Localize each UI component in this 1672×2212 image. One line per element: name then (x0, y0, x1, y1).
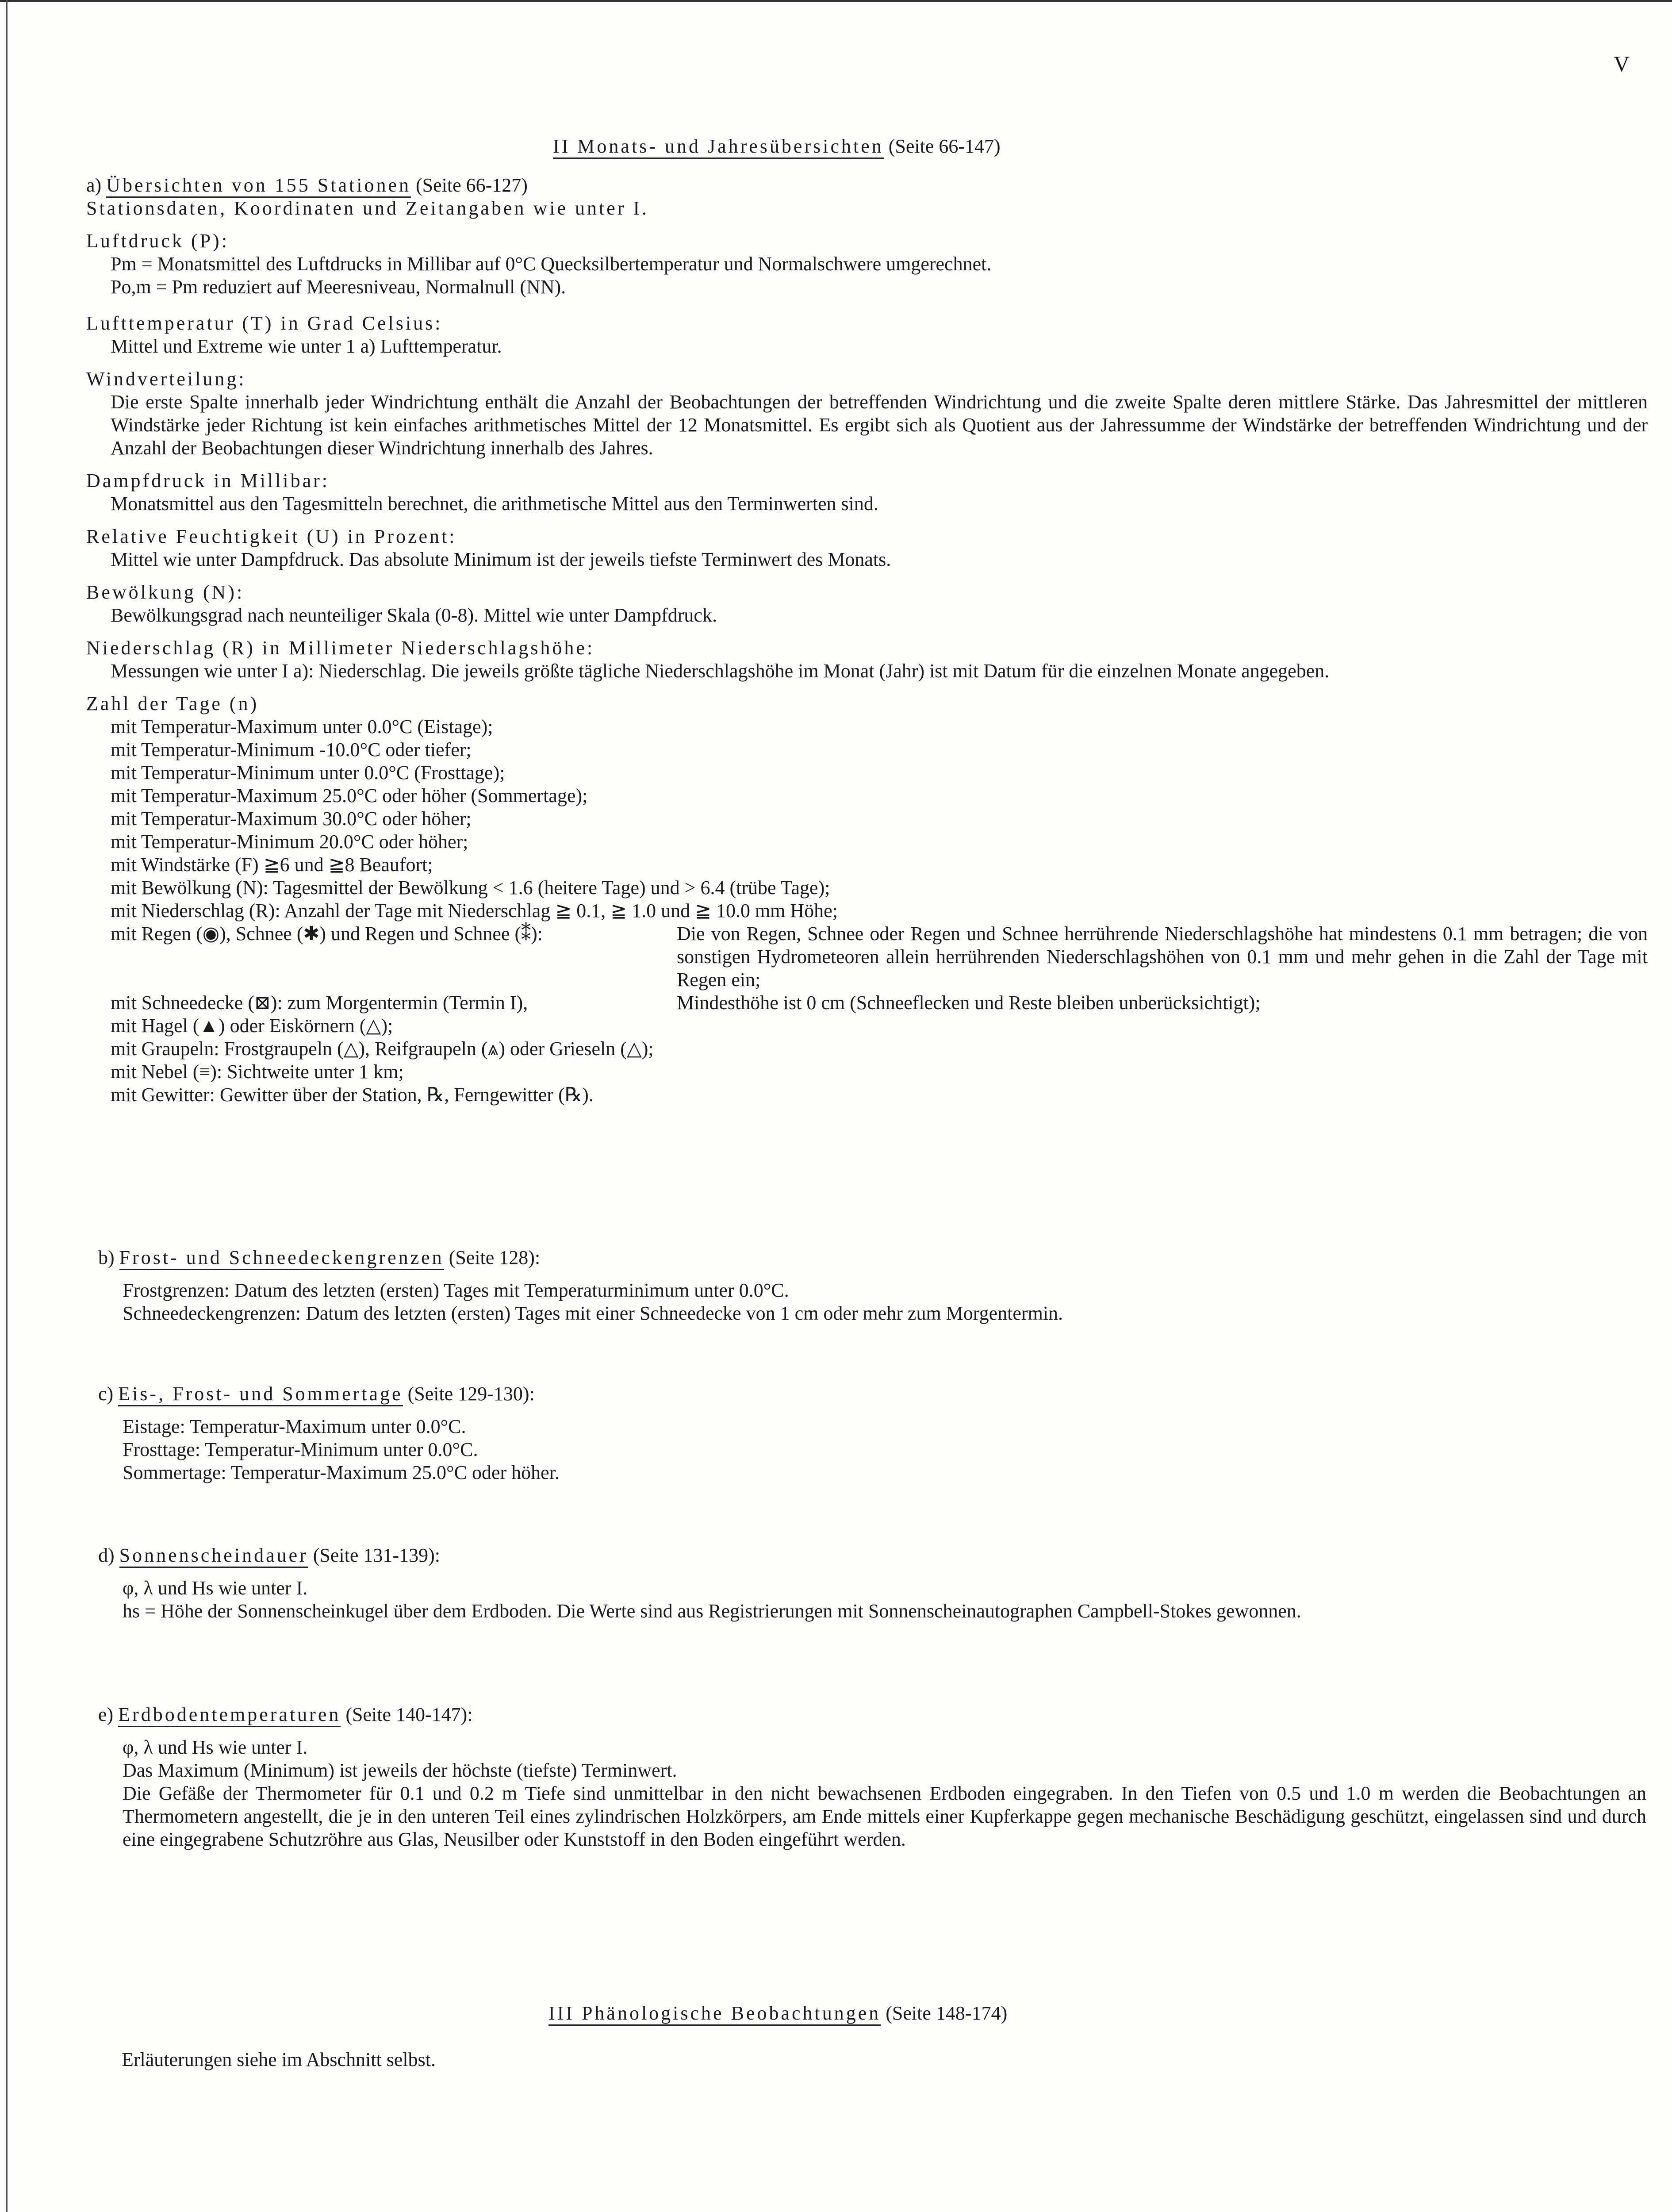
tage-line: mit Gewitter: Gewitter über der Station, ℞, Ferngewitter (℞). (111, 1084, 594, 1106)
bewoelkung-heading: Bewölkung (N): (86, 581, 245, 603)
section-b-line-1: Frostgrenzen: Datum des letzten (ersten) Tages mit Temperaturminimum unter 0.0°C. (123, 1279, 789, 1301)
section-a-pages: (Seite 66-127) (415, 174, 528, 196)
section-a-heading (86, 174, 1648, 197)
section-e-text: Die Gefäße der Thermometer für 0.1 und 0.2 m Tiefe sind unmittelbar in den nicht bewachsenen Erdboden eingegraben. In den Tiefen von 0.5 und 1.0 m werden die Beobachtungen an Thermometern angestellt, die je in den unteren Teil eines zylindrischen Holzkörpers, am Ende mittels einer Kupferkappe gegen mechanische Beschädigung geschützt, eingelassen sind und durch eine eingegrabene Schutzröhre aus Glas, Neusilber oder Kunststoff in den Boden eingeführt werden. (123, 1782, 1646, 1850)
section-a-title: Übersichten von 155 Stationen (106, 174, 411, 198)
section-c-heading (98, 1382, 1660, 1406)
lufttemperatur-heading: Lufttemperatur (T) in Grad Celsius: (86, 312, 443, 334)
section-c-pages: (Seite 129-130): (407, 1383, 535, 1405)
section-b (98, 1246, 1660, 1325)
section-d-prefix: d) (98, 1544, 115, 1566)
bewoelkung-line: Bewölkungsgrad nach neunteiliger Skala (0-8). Mittel wie unter Dampfdruck. (111, 604, 717, 626)
niederschlag-heading: Niederschlag (R) in Millimeter Niederschlagshöhe: (86, 637, 595, 659)
tage-line: mit Bewölkung (N): Tagesmittel der Bewölkung < 1.6 (heitere Tage) und > 6.4 (trübe Tage); (111, 877, 830, 899)
luftdruck-line-2: Po,m = Pm reduziert auf Meeresniveau, Normalnull (NN). (111, 276, 566, 298)
section-b-prefix: b) (98, 1247, 115, 1268)
section-b-heading (98, 1246, 1660, 1269)
dampfdruck-heading: Dampfdruck in Millibar: (86, 470, 330, 492)
niederschlag-text: Messungen wie unter I a): Niederschlag. Die jeweils größte tägliche Niederschlagshöhe im Monat (Jahr) ist mit Datum für die einzelnen Monate angegeben. (111, 660, 1330, 682)
section-b-line-2: Schneedeckengrenzen: Datum des letzten (ersten) Tages mit einer Schneedecke von 1 cm oder mehr zum Morgentermin. (123, 1302, 1063, 1324)
tage-line: mit Temperatur-Maximum unter 0.0°C (Eistage); (111, 716, 493, 737)
section-3-title: III Phänologische Beobachtungen (548, 2002, 881, 2026)
section-e-title: Erdbodentemperaturen (118, 1704, 341, 1727)
tage-line: mit Temperatur-Minimum -10.0°C oder tiefer; (111, 739, 472, 760)
tage-line: mit Windstärke (F) ≧6 und ≧8 Beaufort; (111, 854, 433, 876)
tage-regen-text: Die von Regen, Schnee oder Regen und Schnee herrührende Niederschlagshöhe hat mindestens 0.1 mm betragen; die von sonstigen Hydrometeoren allein herrührenden Niederschlagshöhen von 0.1 mm und mehr gehen in die Zahl der Tage mit Regen ein; (677, 923, 1648, 991)
tage-line: mit Temperatur-Minimum unter 0.0°C (Frosttage); (111, 762, 505, 783)
tage-regen-label: mit Regen (◉), Schnee (✱) und Regen und Schnee (⁑): (111, 923, 543, 945)
tage-line: mit Niederschlag (R): Anzahl der Tage mit Niederschlag ≧ 0.1, ≧ 1.0 und ≧ 10.0 mm Höhe; (111, 900, 838, 922)
dampfdruck-line: Monatsmittel aus den Tagesmitteln berechnet, die arithmetische Mittel aus den Terminwerten sind. (111, 493, 878, 515)
lufttemperatur-line: Mittel und Extreme wie unter 1 a) Lufttemperatur. (111, 335, 502, 357)
section-3-heading (548, 2002, 1007, 2025)
tage-line: mit Temperatur-Minimum 20.0°C oder höher; (111, 831, 468, 853)
tage-schnee-text: Mindesthöhe ist 0 cm (Schneeflecken und Reste bleiben unberücksichtigt); (677, 992, 1261, 1014)
section-c-line-1: Eistage: Temperatur-Maximum unter 0.0°C. (123, 1416, 466, 1437)
section-e (98, 1703, 1646, 1851)
section-d-text: hs = Höhe der Sonnenscheinkugel über dem Erdboden. Die Werte sind aus Registrierungen mit Sonnenscheinautographen Campbell-Stokes gewonnen. (123, 1600, 1301, 1622)
tage-line: mit Temperatur-Maximum 30.0°C oder höher; (111, 808, 472, 830)
tage-line: mit Nebel (≡): Sichtweite unter 1 km; (111, 1061, 404, 1083)
section-e-line-2: Das Maximum (Minimum) ist jeweils der höchste (tiefste) Terminwert. (123, 1759, 677, 1781)
top-border-line (0, 0, 1672, 2)
section-e-prefix: e) (98, 1704, 114, 1725)
wind-text: Die erste Spalte innerhalb jeder Windrichtung enthält die Anzahl der Beobachtungen der betreffenden Windrichtung und die zweite Spalte deren mittlere Stärke. Das Jahresmittel der mittleren Windstärke jeder Richtung ist kein einfaches arithmetisches Mittel der 12 Monatsmittel. Es ergibt sich als Quotient aus der Jahressumme der Windstärke der betreffenden Windrichtung und der Anzahl der Beobachtungen dieser Windrichtung innerhalb des Jahres. (111, 391, 1648, 459)
section-d-pages: (Seite 131-139): (313, 1544, 440, 1566)
tage-schnee-row (86, 991, 1648, 1014)
section-a (86, 174, 1648, 1106)
section-b-title: Frost- und Schneedeckengrenzen (119, 1247, 444, 1270)
tage-line: mit Temperatur-Maximum 25.0°C oder höher (Sommertage); (111, 785, 588, 806)
luftdruck-heading: Luftdruck (P): (86, 230, 229, 252)
wind-heading: Windverteilung: (86, 368, 246, 390)
page-number: V (1614, 51, 1630, 76)
section-3-text: Erläuterungen siehe im Abschnitt selbst. (122, 2049, 436, 2070)
section-c-title: Eis-, Frost- und Sommertage (118, 1383, 403, 1406)
feuchtigkeit-line: Mittel wie unter Dampfdruck. Das absolute Minimum ist der jeweils tiefste Terminwert des Monats. (111, 549, 891, 570)
tage-heading: Zahl der Tage (n) (86, 693, 259, 714)
tage-line: mit Hagel (▲) oder Eiskörnern (△); (111, 1015, 393, 1037)
section-a-prefix: a) (86, 174, 102, 196)
section-e-line-1: φ, λ und Hs wie unter I. (123, 1736, 308, 1758)
section-2-pages: (Seite 66-147) (888, 135, 1001, 157)
section-a-subtitle: Stationsdaten, Koordinaten und Zeitangaben wie unter I. (86, 197, 649, 219)
section-d-title: Sonnenscheindauer (119, 1544, 308, 1568)
section-2-title: II Monats- und Jahresübersichten (553, 135, 884, 159)
luftdruck-line-1: Pm = Monatsmittel des Luftdrucks in Millibar auf 0°C Quecksilbertemperatur und Normalschwere umgerechnet. (111, 253, 992, 275)
feuchtigkeit-heading: Relative Feuchtigkeit (U) in Prozent: (86, 526, 457, 547)
section-3-pages: (Seite 148-174) (886, 2002, 1008, 2024)
section-b-pages: (Seite 128): (449, 1247, 541, 1268)
tage-schnee-label: mit Schneedecke (⊠): zum Morgentermin (Termin I), (111, 992, 528, 1014)
tage-regen-row (86, 922, 1648, 991)
section-e-pages: (Seite 140-147): (345, 1704, 473, 1725)
section-c (98, 1382, 1660, 1484)
section-d-line-1: φ, λ und Hs wie unter I. (123, 1577, 308, 1599)
section-d-heading (98, 1544, 1660, 1567)
tage-line: mit Graupeln: Frostgraupeln (△), Reifgraupeln (⩓) oder Grieseln (△); (111, 1038, 654, 1060)
section-d (98, 1544, 1660, 1623)
section-2-heading (553, 135, 1001, 158)
section-e-heading (98, 1703, 1646, 1726)
section-c-line-3: Sommertage: Temperatur-Maximum 25.0°C oder höher. (123, 1462, 560, 1483)
left-border-line (6, 0, 8, 2212)
section-c-line-2: Frosttage: Temperatur-Minimum unter 0.0°C. (123, 1439, 478, 1460)
section-c-prefix: c) (98, 1383, 114, 1405)
